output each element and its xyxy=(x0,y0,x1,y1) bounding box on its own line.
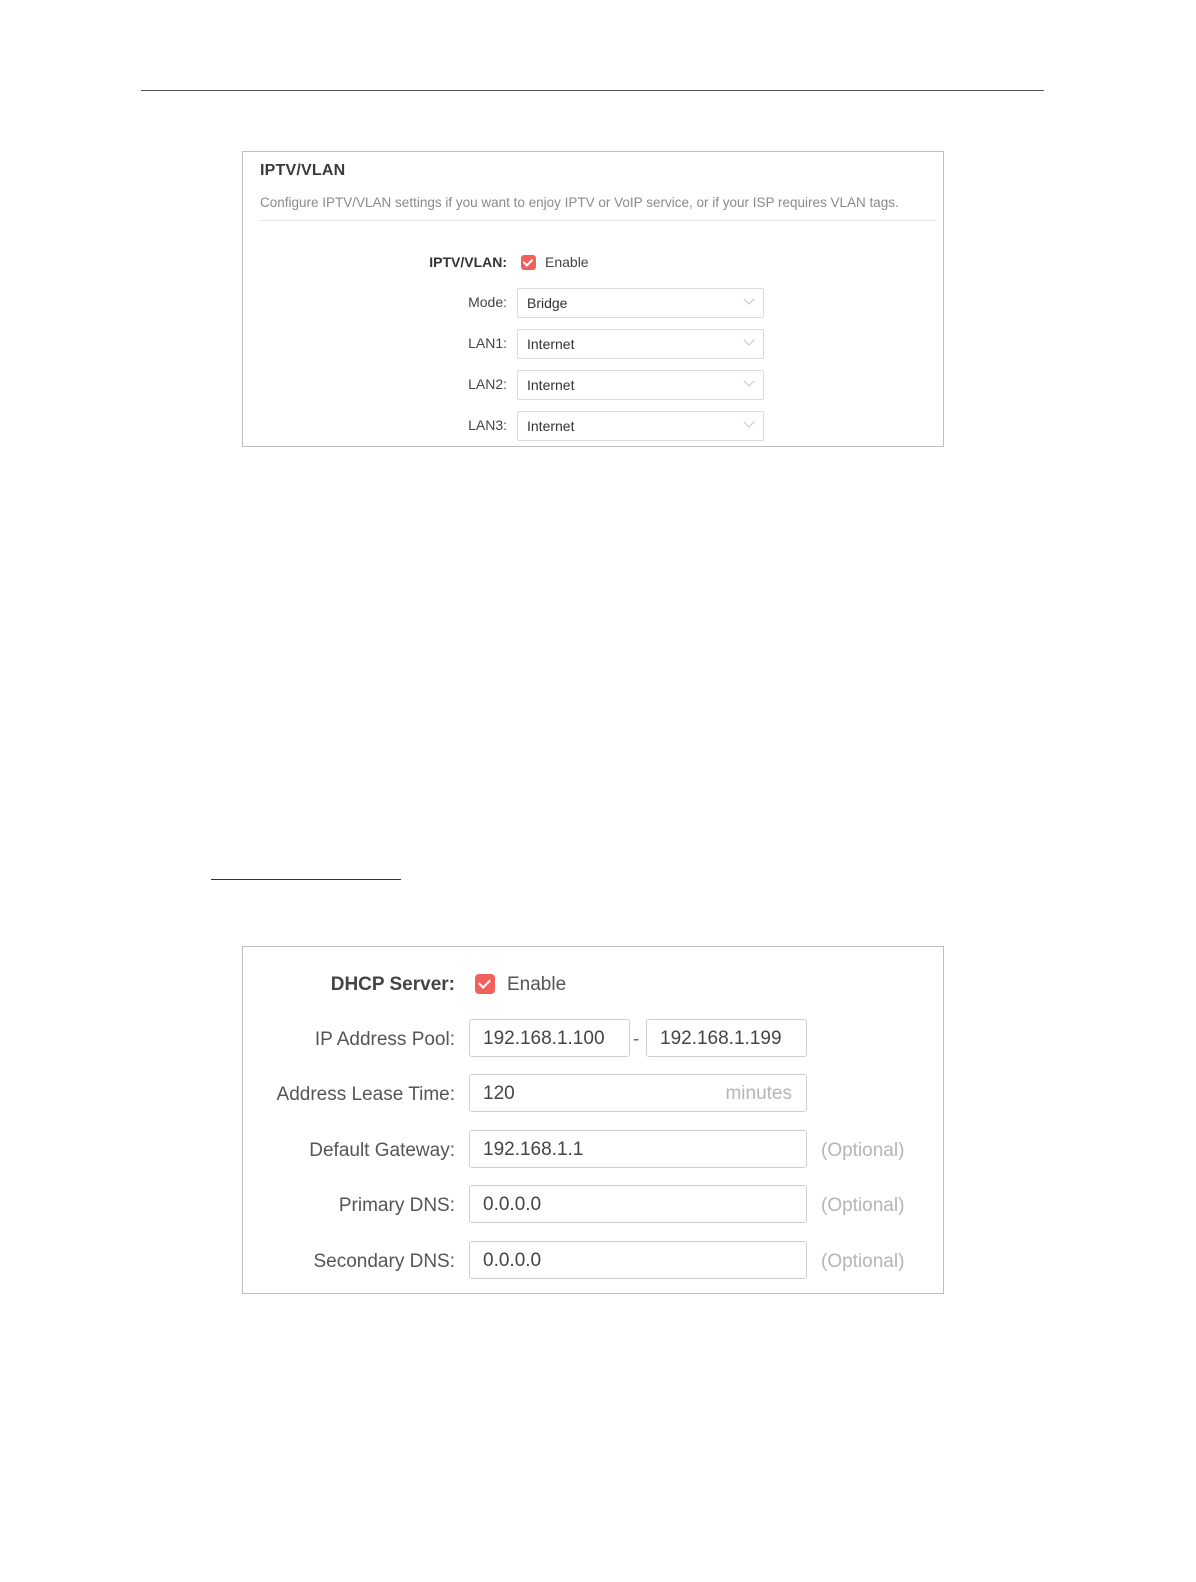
mode-value: Bridge xyxy=(527,295,568,311)
lan3-row xyxy=(243,411,943,441)
panel-title: IPTV/VLAN xyxy=(260,162,346,179)
ip-pool-start-value: 192.168.1.100 xyxy=(483,1028,605,1049)
dhcp-server-label: DHCP Server: xyxy=(330,974,455,995)
dhcp-enable-checkbox[interactable] xyxy=(475,974,495,994)
divider xyxy=(260,220,936,221)
lease-time-unit: minutes xyxy=(725,1083,792,1104)
mode-select[interactable] xyxy=(517,288,764,318)
lan1-label: LAN1: xyxy=(468,335,507,351)
secondary-dns-label: Secondary DNS: xyxy=(313,1251,455,1272)
lease-time-value: 120 xyxy=(483,1083,515,1104)
dhcp-enable-text[interactable]: Enable xyxy=(507,974,567,995)
ip-pool-end-input[interactable] xyxy=(646,1019,807,1057)
primary-dns-row xyxy=(243,1185,943,1225)
gateway-input[interactable] xyxy=(469,1130,807,1168)
iptv-enable-label: IPTV/VLAN: xyxy=(429,254,507,270)
lan1-row xyxy=(243,329,943,359)
lan2-row xyxy=(243,370,943,400)
gateway-value: 192.168.1.1 xyxy=(483,1139,584,1160)
lan3-select[interactable] xyxy=(517,411,764,441)
gateway-optional-hint: (Optional) xyxy=(821,1140,905,1161)
section-underline xyxy=(211,879,401,880)
secondary-dns-row xyxy=(243,1241,943,1281)
lan2-value: Internet xyxy=(527,377,575,393)
dhcp-enable-row xyxy=(243,964,943,1004)
chevron-down-icon xyxy=(743,334,754,345)
chevron-down-icon xyxy=(743,416,754,427)
panel-description: Configure IPTV/VLAN settings if you want to enjoy IPTV or VoIP service, or if your ISP requires VLAN tags. xyxy=(260,195,899,210)
ip-pool-start-input[interactable] xyxy=(469,1019,630,1057)
primary-dns-input[interactable] xyxy=(469,1185,807,1223)
page-header-rule xyxy=(141,90,1044,91)
iptv-enable-checkbox[interactable] xyxy=(521,255,536,270)
primary-dns-value: 0.0.0.0 xyxy=(483,1194,542,1215)
lan1-value: Internet xyxy=(527,336,575,352)
lease-time-label: Address Lease Time: xyxy=(276,1084,455,1105)
chevron-down-icon xyxy=(743,293,754,304)
chevron-down-icon xyxy=(743,375,754,386)
ip-pool-row xyxy=(243,1019,943,1059)
ip-pool-end-value: 192.168.1.199 xyxy=(660,1028,782,1049)
lease-time-row xyxy=(243,1074,943,1114)
iptv-enable-text[interactable]: Enable xyxy=(545,254,589,270)
iptv-vlan-panel xyxy=(242,151,944,447)
mode-label: Mode: xyxy=(468,294,507,310)
secondary-dns-optional-hint: (Optional) xyxy=(821,1251,905,1272)
mode-row xyxy=(243,288,943,318)
lan3-label: LAN3: xyxy=(468,417,507,433)
ip-pool-label: IP Address Pool: xyxy=(314,1029,455,1050)
ip-pool-separator: - xyxy=(633,1029,640,1050)
lan2-label: LAN2: xyxy=(468,376,507,392)
gateway-label: Default Gateway: xyxy=(309,1140,455,1161)
lease-time-input[interactable] xyxy=(469,1074,807,1112)
primary-dns-optional-hint: (Optional) xyxy=(821,1195,905,1216)
dhcp-server-panel xyxy=(242,946,944,1294)
lan1-select[interactable] xyxy=(517,329,764,359)
lan3-value: Internet xyxy=(527,418,575,434)
iptv-enable-row xyxy=(243,248,943,278)
primary-dns-label: Primary DNS: xyxy=(338,1195,455,1216)
secondary-dns-value: 0.0.0.0 xyxy=(483,1250,542,1271)
gateway-row xyxy=(243,1130,943,1170)
secondary-dns-input[interactable] xyxy=(469,1241,807,1279)
lan2-select[interactable] xyxy=(517,370,764,400)
